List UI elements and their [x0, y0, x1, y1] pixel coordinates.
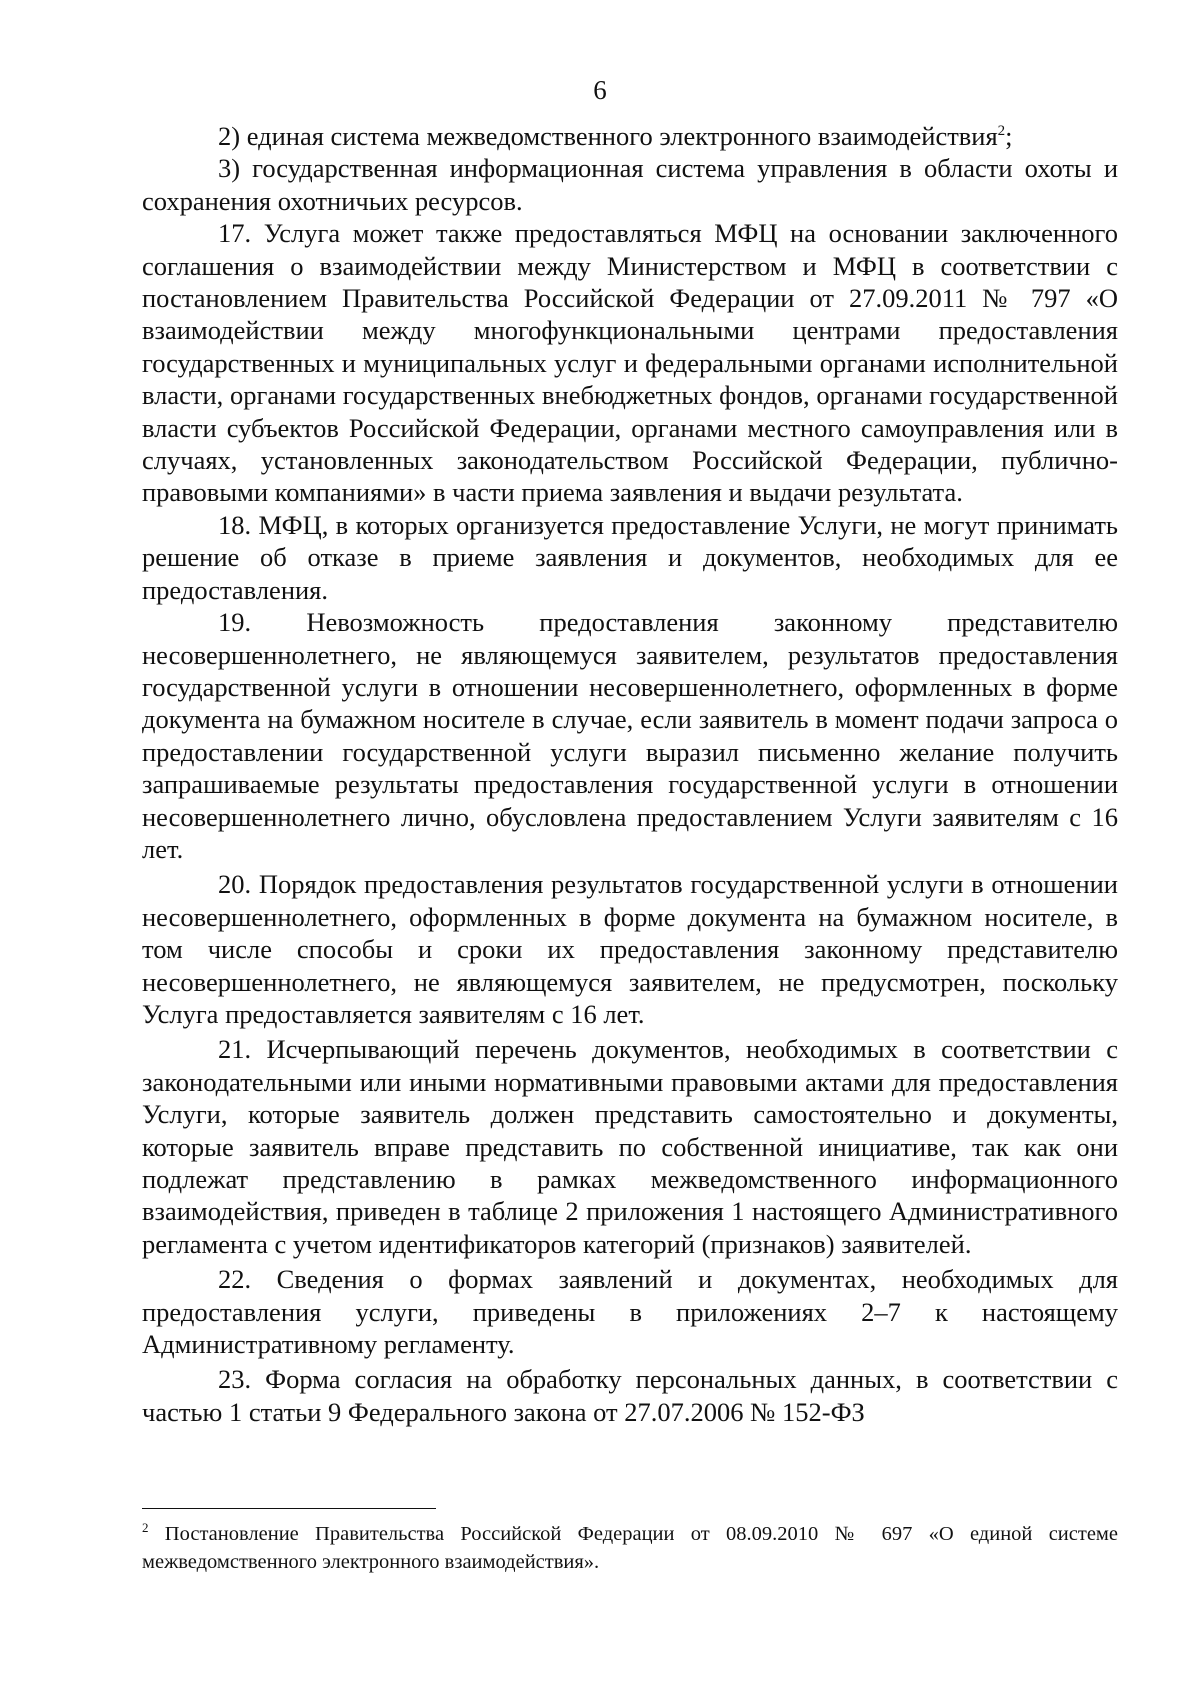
- paragraph-23: 23. Форма согласия на обработку персональных данных, в соответствии с частью 1 статьи 9 Федерального закона от 27.07.2006 № 152-ФЗ: [142, 1364, 1118, 1427]
- paragraph-22: 22. Сведения о формах заявлений и документах, необходимых для предоставления услуги, приведены в приложениях 2–7 к настоящему Административному регламенту.: [142, 1264, 1118, 1360]
- paragraph-text: 2) единая система межведомственного электронного взаимодействия: [218, 121, 998, 151]
- paragraph-18: 18. МФЦ, в которых организуется предоставление Услуги, не могут принимать решение об отказе в приеме заявления и документов, необходимых для ее предоставления.: [142, 509, 1118, 605]
- footnote-reference: 2: [997, 123, 1006, 139]
- paragraph-19: 19. Невозможность предоставления законному представителю несовершеннолетнего, не являющемуся заявителем, результатов предоставления государственной услуги в отношении несовершеннолетнего, оформленных в форме документа на бумажном носителе в случае, если заявитель в момент подачи запроса о предоставлении государственной услуги выразил письменно желание получить запрашиваемые результаты предоставления государственной услуги в отношении несовершеннолетнего лично, обусловлена предоставлением Услуги заявителям с 16 лет.: [142, 607, 1118, 864]
- footnote-text: Постановление Правительства Российской Федерации от 08.09.2010 № 697 «О единой системе межведомственного электронного взаимодействия».: [142, 1523, 1118, 1573]
- list-item-hunting-system: 3) государственная информационная система управления в области охоты и сохранения охотничьих ресурсов.: [142, 153, 1118, 216]
- paragraph-17: 17. Услуга может также предоставляться МФЦ на основании заключенного соглашения о взаимодействии между Министерством и МФЦ в соответствии с постановлением Правительства Российской Федерации от 27.09.2011 № 797 «О взаимодействии между многофункциональными центрами предоставления государственных и муниципальных услуг и федеральными органами исполнительной власти, органами государственных внебюджетных фондов, органами государственной власти субъектов Российской Федерации, органами местного самоуправления или в случаях, установленных законодательством Российской Федерации, публично-правовыми компаниями» в части приема заявления и выдачи результата.: [142, 218, 1118, 508]
- document-body: [142, 120, 1118, 1428]
- footnote: [142, 1520, 1118, 1576]
- list-item-unified-system: [142, 120, 1118, 152]
- footnote-marker: 2: [142, 1520, 149, 1535]
- paragraph-20: 20. Порядок предоставления результатов государственной услуги в отношении несовершеннолетнего, оформленных в форме документа на бумажном носителе, в том числе способы и сроки их предоставления законному представителю несовершеннолетнего, не являющемуся заявителем, не предусмотрен, поскольку Услуга предоставляется заявителям с 16 лет.: [142, 869, 1118, 1029]
- paragraph-21: 21. Исчерпывающий перечень документов, необходимых в соответствии с законодательными или иными нормативными правовыми актами для предоставления Услуги, которые заявитель должен представить самостоятельно и документы, которые заявитель вправе представить по собственной инициативе, так как они подлежат представлению в рамках межведомственного информационного взаимодействия, приведен в таблице 2 приложения 1 настоящего Административного регламента с учетом идентификаторов категорий (признаков) заявителей.: [142, 1034, 1118, 1259]
- footnote-separator: [142, 1508, 436, 1509]
- page-number: 6: [593, 75, 607, 105]
- paragraph-tail: ;: [1005, 121, 1013, 151]
